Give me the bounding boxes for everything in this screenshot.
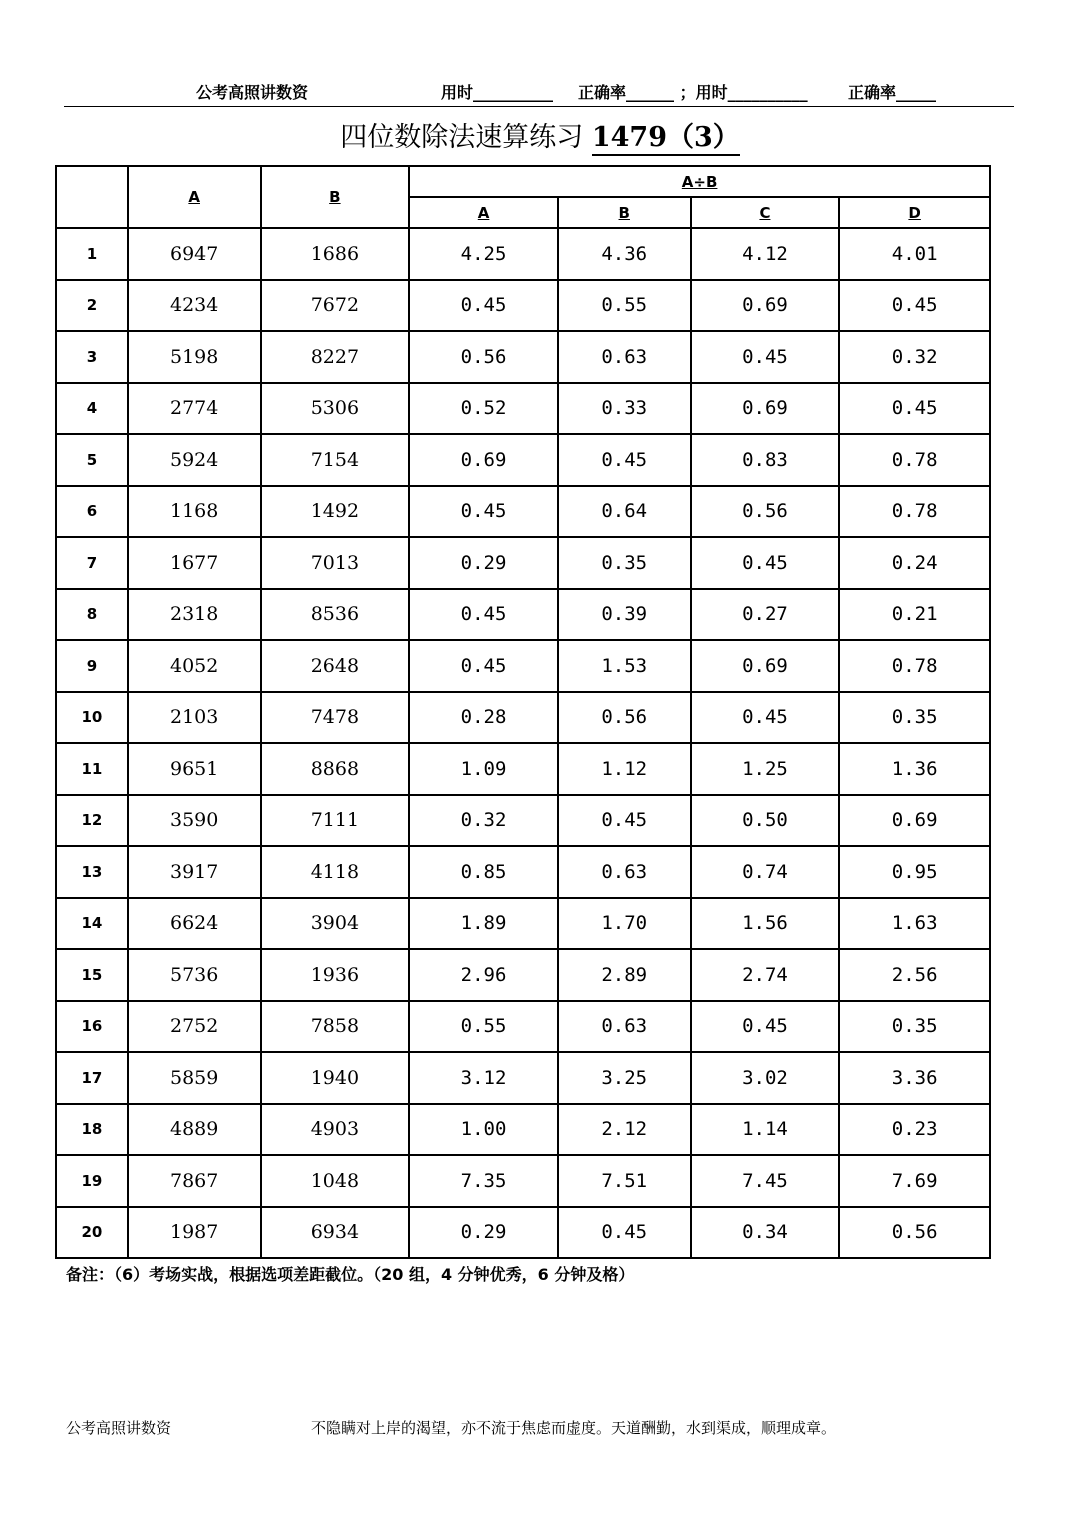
table-row xyxy=(56,280,990,332)
option-a[interactable]: 0.55 xyxy=(409,1001,558,1053)
table-row xyxy=(56,486,990,538)
page-title xyxy=(0,118,1080,158)
value-a: 4234 xyxy=(128,280,261,332)
option-c[interactable]: 4.12 xyxy=(691,228,840,280)
option-b[interactable]: 0.45 xyxy=(558,795,691,847)
option-a[interactable]: 0.69 xyxy=(409,434,558,486)
row-number: 17 xyxy=(56,1052,128,1104)
footer-brand: 公考高照讲数资 xyxy=(66,1419,172,1437)
option-b[interactable]: 0.56 xyxy=(558,692,691,744)
option-d[interactable]: 0.95 xyxy=(839,846,990,898)
table-row xyxy=(56,434,990,486)
table-row xyxy=(56,795,990,847)
option-d[interactable]: 7.69 xyxy=(839,1155,990,1207)
value-a: 2103 xyxy=(128,692,261,744)
value-a: 5198 xyxy=(128,331,261,383)
value-b: 7111 xyxy=(261,795,410,847)
option-b[interactable]: 0.63 xyxy=(558,1001,691,1053)
option-c[interactable]: 0.45 xyxy=(691,1001,840,1053)
table-row xyxy=(56,846,990,898)
value-a: 5736 xyxy=(128,949,261,1001)
table-row xyxy=(56,331,990,383)
option-c[interactable]: 0.69 xyxy=(691,640,840,692)
option-b[interactable]: 1.53 xyxy=(558,640,691,692)
note: 备注：（6）考场实战，根据选项差距截位。（20 组，4 分钟优秀，6 分钟及格） xyxy=(66,1265,635,1284)
value-b: 8227 xyxy=(261,331,410,383)
row-number: 18 xyxy=(56,1104,128,1156)
header-option-c: C xyxy=(691,197,840,228)
title-number: 1479（3） xyxy=(592,122,740,156)
option-a[interactable]: 0.85 xyxy=(409,846,558,898)
option-c[interactable]: 0.34 xyxy=(691,1207,840,1259)
option-c[interactable]: 0.27 xyxy=(691,589,840,641)
value-b: 7672 xyxy=(261,280,410,332)
option-d[interactable]: 1.36 xyxy=(839,743,990,795)
option-d[interactable]: 0.32 xyxy=(839,331,990,383)
header-group-division: A÷B xyxy=(409,166,990,197)
option-b[interactable]: 0.63 xyxy=(558,331,691,383)
option-b[interactable]: 0.35 xyxy=(558,537,691,589)
header-col-a: A xyxy=(128,166,261,228)
row-number: 7 xyxy=(56,537,128,589)
value-a: 7867 xyxy=(128,1155,261,1207)
option-b[interactable]: 2.89 xyxy=(558,949,691,1001)
row-number: 4 xyxy=(56,383,128,435)
option-c[interactable]: 1.56 xyxy=(691,898,840,950)
value-a: 6624 xyxy=(128,898,261,950)
row-number: 15 xyxy=(56,949,128,1001)
header-option-b: B xyxy=(558,197,691,228)
header-col-b: B xyxy=(261,166,410,228)
table-row xyxy=(56,1052,990,1104)
value-b: 7478 xyxy=(261,692,410,744)
option-d[interactable]: 2.56 xyxy=(839,949,990,1001)
row-number: 3 xyxy=(56,331,128,383)
row-number: 8 xyxy=(56,589,128,641)
option-b[interactable]: 1.70 xyxy=(558,898,691,950)
option-a[interactable]: 1.09 xyxy=(409,743,558,795)
option-c[interactable]: 0.69 xyxy=(691,280,840,332)
option-d[interactable]: 0.78 xyxy=(839,640,990,692)
option-a[interactable]: 3.12 xyxy=(409,1052,558,1104)
value-b: 7013 xyxy=(261,537,410,589)
option-c[interactable]: 3.02 xyxy=(691,1052,840,1104)
option-c[interactable]: 0.50 xyxy=(691,795,840,847)
row-number: 6 xyxy=(56,486,128,538)
value-b: 7154 xyxy=(261,434,410,486)
value-b: 1686 xyxy=(261,228,410,280)
option-a[interactable]: 0.52 xyxy=(409,383,558,435)
option-d[interactable]: 0.35 xyxy=(839,1001,990,1053)
row-number: 11 xyxy=(56,743,128,795)
header-option-d: D xyxy=(839,197,990,228)
value-b: 7858 xyxy=(261,1001,410,1053)
row-number: 12 xyxy=(56,795,128,847)
table-row xyxy=(56,743,990,795)
value-a: 3590 xyxy=(128,795,261,847)
table-row xyxy=(56,1104,990,1156)
option-a[interactable]: 1.00 xyxy=(409,1104,558,1156)
option-a[interactable]: 0.29 xyxy=(409,537,558,589)
option-a[interactable]: 2.96 xyxy=(409,949,558,1001)
header-time-field[interactable]: 用时__________ xyxy=(441,83,554,102)
value-a: 2752 xyxy=(128,1001,261,1053)
option-c[interactable]: 0.74 xyxy=(691,846,840,898)
value-b: 4903 xyxy=(261,1104,410,1156)
option-a[interactable]: 0.45 xyxy=(409,589,558,641)
option-d[interactable]: 0.24 xyxy=(839,537,990,589)
option-a[interactable]: 0.56 xyxy=(409,331,558,383)
table-row xyxy=(56,1207,990,1259)
value-b: 6934 xyxy=(261,1207,410,1259)
option-b[interactable]: 7.51 xyxy=(558,1155,691,1207)
header-index-cell xyxy=(56,166,128,228)
option-b[interactable]: 0.63 xyxy=(558,846,691,898)
table-row xyxy=(56,949,990,1001)
option-a[interactable]: 0.45 xyxy=(409,486,558,538)
row-number: 20 xyxy=(56,1207,128,1259)
option-b[interactable]: 0.39 xyxy=(558,589,691,641)
option-d[interactable]: 0.45 xyxy=(839,383,990,435)
value-b: 1936 xyxy=(261,949,410,1001)
option-d[interactable]: 0.35 xyxy=(839,692,990,744)
option-b[interactable]: 3.25 xyxy=(558,1052,691,1104)
option-d[interactable]: 3.36 xyxy=(839,1052,990,1104)
header-divider xyxy=(64,106,1014,107)
row-number: 13 xyxy=(56,846,128,898)
option-b[interactable]: 0.64 xyxy=(558,486,691,538)
value-b: 8868 xyxy=(261,743,410,795)
option-b[interactable]: 0.33 xyxy=(558,383,691,435)
value-a: 4889 xyxy=(128,1104,261,1156)
value-b: 1940 xyxy=(261,1052,410,1104)
option-a[interactable]: 0.45 xyxy=(409,280,558,332)
value-b: 1048 xyxy=(261,1155,410,1207)
option-d[interactable]: 0.45 xyxy=(839,280,990,332)
value-a: 1168 xyxy=(128,486,261,538)
option-a[interactable]: 0.29 xyxy=(409,1207,558,1259)
table-row xyxy=(56,898,990,950)
option-a[interactable]: 0.32 xyxy=(409,795,558,847)
option-d[interactable]: 0.21 xyxy=(839,589,990,641)
table-row xyxy=(56,383,990,435)
value-b: 5306 xyxy=(261,383,410,435)
value-a: 1677 xyxy=(128,537,261,589)
row-number: 14 xyxy=(56,898,128,950)
row-number: 2 xyxy=(56,280,128,332)
value-a: 6947 xyxy=(128,228,261,280)
option-a[interactable]: 0.45 xyxy=(409,640,558,692)
option-c[interactable]: 1.25 xyxy=(691,743,840,795)
value-b: 2648 xyxy=(261,640,410,692)
title-prefix: 四位数除法速算练习 xyxy=(340,122,584,153)
table-row xyxy=(56,228,990,280)
row-number: 19 xyxy=(56,1155,128,1207)
option-a[interactable]: 1.89 xyxy=(409,898,558,950)
option-d[interactable]: 4.01 xyxy=(839,228,990,280)
value-a: 9651 xyxy=(128,743,261,795)
row-number: 1 xyxy=(56,228,128,280)
value-b: 4118 xyxy=(261,846,410,898)
option-c[interactable]: 0.45 xyxy=(691,537,840,589)
option-c[interactable]: 2.74 xyxy=(691,949,840,1001)
option-d[interactable]: 0.78 xyxy=(839,434,990,486)
row-number: 5 xyxy=(56,434,128,486)
option-c[interactable]: 0.45 xyxy=(691,331,840,383)
value-b: 1492 xyxy=(261,486,410,538)
option-d[interactable]: 0.23 xyxy=(839,1104,990,1156)
option-a[interactable]: 7.35 xyxy=(409,1155,558,1207)
option-c[interactable]: 0.69 xyxy=(691,383,840,435)
value-a: 5924 xyxy=(128,434,261,486)
value-b: 3904 xyxy=(261,898,410,950)
value-a: 3917 xyxy=(128,846,261,898)
table-row xyxy=(56,1001,990,1053)
table-row xyxy=(56,692,990,744)
header-accuracy-time-field[interactable]: 正确率______ ；用时__________ xyxy=(578,83,808,102)
practice-table xyxy=(55,165,991,1259)
option-d[interactable]: 0.78 xyxy=(839,486,990,538)
option-b[interactable]: 0.45 xyxy=(558,1207,691,1259)
option-a[interactable]: 4.25 xyxy=(409,228,558,280)
option-b[interactable]: 2.12 xyxy=(558,1104,691,1156)
row-number: 10 xyxy=(56,692,128,744)
value-a: 2774 xyxy=(128,383,261,435)
table-row xyxy=(56,589,990,641)
option-c[interactable]: 0.56 xyxy=(691,486,840,538)
option-c[interactable]: 0.45 xyxy=(691,692,840,744)
row-number: 16 xyxy=(56,1001,128,1053)
option-d[interactable]: 1.63 xyxy=(839,898,990,950)
value-a: 5859 xyxy=(128,1052,261,1104)
value-b: 8536 xyxy=(261,589,410,641)
table-row xyxy=(56,640,990,692)
header-accuracy-field[interactable]: 正确率_____ xyxy=(848,83,937,102)
header-option-a: A xyxy=(409,197,558,228)
page-header xyxy=(0,80,1080,104)
header-brand: 公考高照讲数资 xyxy=(196,83,309,102)
option-c[interactable]: 7.45 xyxy=(691,1155,840,1207)
option-b[interactable]: 4.36 xyxy=(558,228,691,280)
option-d[interactable]: 0.56 xyxy=(839,1207,990,1259)
option-b[interactable]: 1.12 xyxy=(558,743,691,795)
option-c[interactable]: 0.83 xyxy=(691,434,840,486)
table-row xyxy=(56,1155,990,1207)
option-b[interactable]: 0.45 xyxy=(558,434,691,486)
option-b[interactable]: 0.55 xyxy=(558,280,691,332)
value-a: 4052 xyxy=(128,640,261,692)
footer-motto: 不隐瞒对上岸的渴望，亦不流于焦虑而虚度。天道酬勤，水到渠成，顺理成章。 xyxy=(311,1419,837,1437)
table-row xyxy=(56,537,990,589)
value-a: 1987 xyxy=(128,1207,261,1259)
value-a: 2318 xyxy=(128,589,261,641)
option-a[interactable]: 0.28 xyxy=(409,692,558,744)
option-c[interactable]: 1.14 xyxy=(691,1104,840,1156)
row-number: 9 xyxy=(56,640,128,692)
option-d[interactable]: 0.69 xyxy=(839,795,990,847)
